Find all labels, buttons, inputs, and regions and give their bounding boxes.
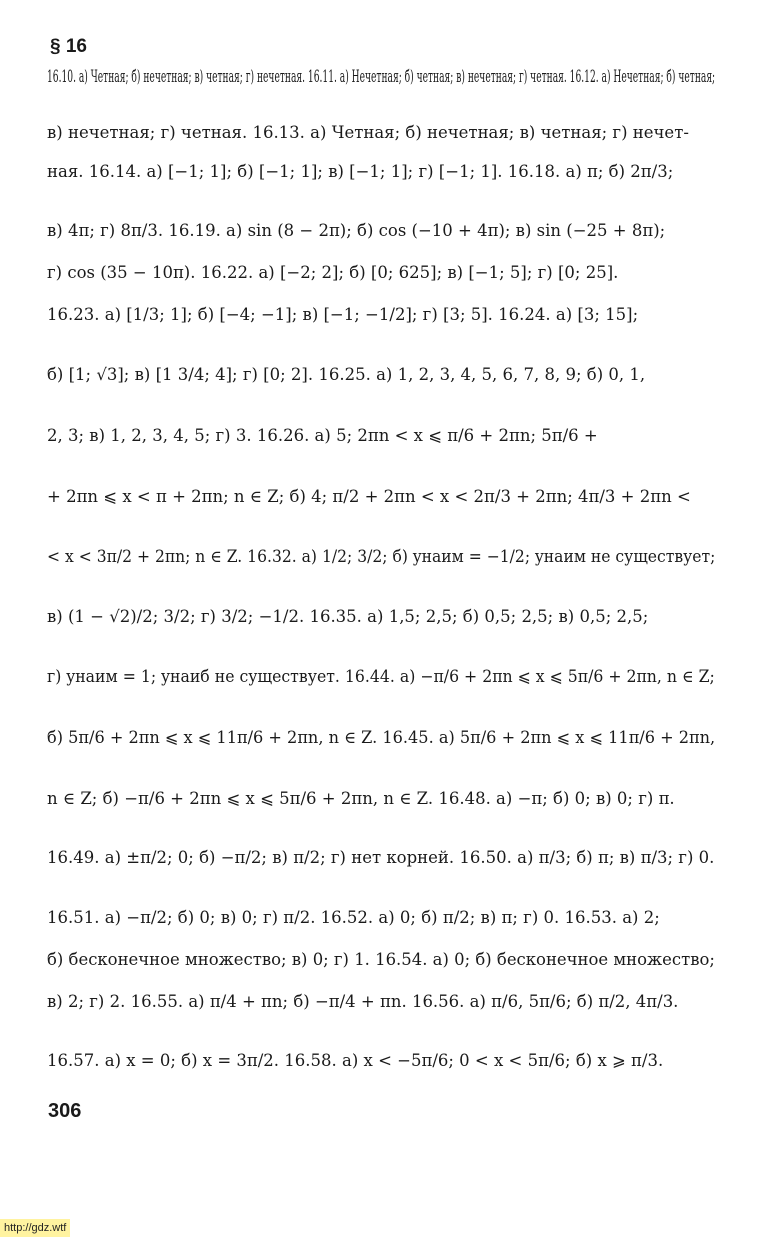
- text-line-content: г) yнаим = 1; yнаиб не существует. 16.44. а) −π/6 + 2πn ⩽ x ⩽ 5π/6 + 2πn, n ∈ Z;: [47, 667, 715, 686]
- text-line-content: + 2πn ⩽ x < π + 2πn; n ∈ Z; б) 4; π/2 + 2πn < x < 2π/3 + 2πn; 4π/3 + 2πn <: [47, 487, 691, 506]
- text-line-content: б) [1; √3]; в) [1 3/4; 4]; г) [0; 2]. 16.25. а) 1, 2, 3, 4, 5, 6, 7, 8, 9; б) 0, 1,: [47, 365, 646, 384]
- text-line-content: в) 2; г) 2. 16.55. а) π/4 + πn; б) −π/4 + πn. 16.56. а) π/6, 5π/6; б) π/2, 4π/3.: [47, 992, 679, 1011]
- text-line-content: в) (1 − √2)/2; 3/2; г) 3/2; −1/2. 16.35. а) 1,5; 2,5; б) 0,5; 2,5; в) 0,5; 2,5;: [47, 607, 649, 626]
- text-line: [47, 300, 715, 330]
- text-line-content: < x < 3π/2 + 2πn; n ∈ Z. 16.32. а) 1/2; 3/2; б) yнаим = −1/2; yнаим не существует;: [47, 547, 715, 566]
- text-line: [47, 843, 715, 873]
- text-line-content: 16.49. а) ±π/2; 0; б) −π/2; в) π/2; г) нет корней. 16.50. а) π/3; б) π; в) π/3; г) 0.: [47, 848, 715, 867]
- text-line-content: г) cos (35 − 10π). 16.22. а) [−2; 2]; б) [0; 625]; в) [−1; 5]; г) [0; 25].: [47, 263, 619, 282]
- text-line: [47, 216, 715, 246]
- text-line-content: 2, 3; в) 1, 2, 3, 4, 5; г) 3. 16.26. а) 5; 2πn < x ⩽ π/6 + 2πn; 5π/6 +: [47, 426, 598, 445]
- text-line: [47, 945, 715, 975]
- text-line: [47, 903, 715, 933]
- text-line-content: 16.10. а) Четная; б) нечетная; в) четная; г) нечетная. 16.11. а) Нечетная; б) четная; в) нечетная; г) четная. 16.12. а) Нечетная; б) четная;: [47, 67, 715, 86]
- page-number: 306: [48, 1100, 82, 1122]
- text-line-content: 16.23. а) [1/3; 1]; б) [−4; −1]; в) [−1; −1/2]; г) [3; 5]. 16.24. а) [3; 15];: [47, 305, 639, 324]
- text-line: [47, 723, 715, 753]
- text-line: [47, 987, 715, 1017]
- text-line: [47, 602, 715, 632]
- text-line: [47, 258, 715, 288]
- text-line-content: в) нечетная; г) четная. 16.13. а) Четная; б) нечетная; в) четная; г) нечет-: [47, 123, 689, 142]
- text-line-content: n ∈ Z; б) −π/6 + 2πn ⩽ x ⩽ 5π/6 + 2πn, n ∈ Z. 16.48. а) −π; б) 0; в) 0; г) π.: [47, 789, 675, 808]
- text-line-content: в) 4π; г) 8π/3. 16.19. а) sin (8 − 2π); б) cos (−10 + 4π); в) sin (−25 + 8π);: [47, 221, 666, 240]
- text-line: [47, 1046, 715, 1076]
- text-line: [47, 542, 715, 572]
- text-line-content: б) 5π/6 + 2πn ⩽ x ⩽ 11π/6 + 2πn, n ∈ Z. 16.45. а) 5π/6 + 2πn ⩽ x ⩽ 11π/6 + 2πn,: [47, 728, 715, 747]
- watermark-link[interactable]: http://gdz.wtf: [0, 1219, 70, 1237]
- text-line-content: 16.57. а) x = 0; б) x = 3π/2. 16.58. а) x < −5π/6; 0 < x < 5π/6; б) x ⩾ π/3.: [47, 1051, 664, 1070]
- text-line: [47, 784, 715, 814]
- text-line: [47, 662, 715, 692]
- text-line: [47, 421, 715, 451]
- text-line: [47, 157, 715, 187]
- text-line-content: б) бесконечное множество; в) 0; г) 1. 16.54. а) 0; б) бесконечное множество;: [47, 950, 715, 969]
- text-line: [47, 118, 715, 148]
- text-line: [47, 62, 715, 92]
- text-line: [47, 360, 715, 390]
- text-line-content: ная. 16.14. а) [−1; 1]; б) [−1; 1]; в) [−1; 1]; г) [−1; 1]. 16.18. а) π; б) 2π/3;: [47, 162, 674, 181]
- text-line-content: 16.51. а) −π/2; б) 0; в) 0; г) π/2. 16.52. а) 0; б) π/2; в) π; г) 0. 16.53. а) 2;: [47, 908, 660, 927]
- section-heading: § 16: [50, 36, 87, 57]
- text-line: [47, 482, 715, 512]
